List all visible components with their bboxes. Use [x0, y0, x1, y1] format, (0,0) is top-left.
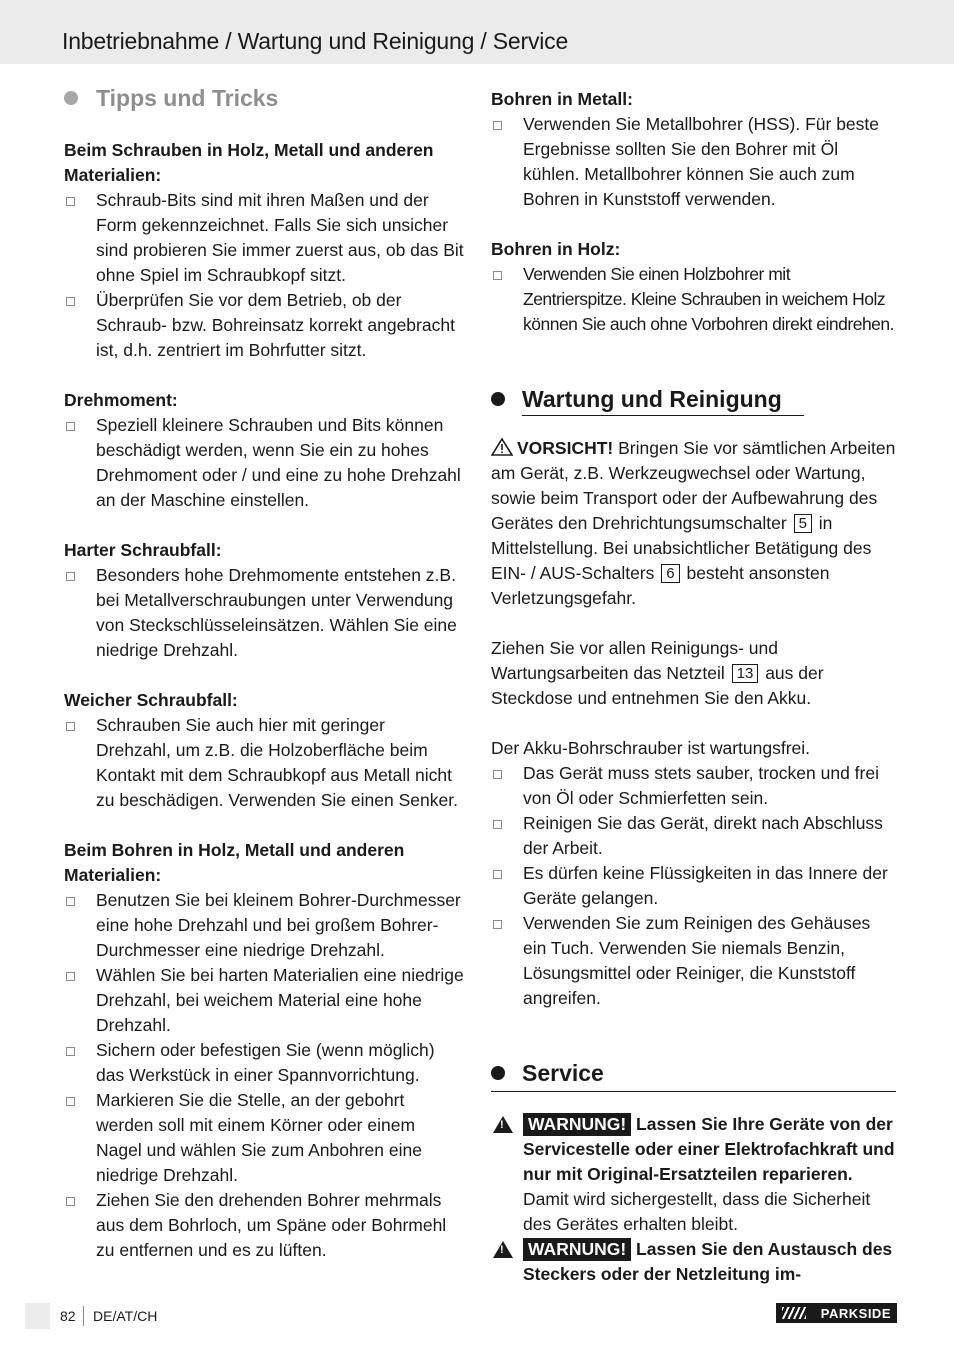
brand-name: PARKSIDE [820, 1305, 891, 1321]
block-bohren-metall [491, 87, 896, 212]
block-weicher-schraubfall [64, 688, 464, 813]
section-wartung-und-reinigung [491, 385, 896, 1011]
service-warning-1 [491, 1112, 896, 1237]
list-item: Ziehen Sie den drehenden Bohrer mehrmals aus dem Bohrloch, um Späne oder Bohrmehl zu entfernen und es zu lüften. [64, 1188, 464, 1263]
block-bohren-holz [491, 237, 896, 337]
warning-badge: WARNUNG! [523, 1113, 631, 1136]
service-warning-2 [491, 1237, 896, 1287]
list-item: Verwenden Sie zum Reinigen des Gehäuses ein Tuch. Verwenden Sie niemals Benzin, Lösungsmittel oder Reiniger, die Kunststoff angreifen. [491, 911, 896, 1011]
section-title: Tipps und Tricks [96, 85, 279, 111]
bullet-dot-icon [491, 1066, 505, 1080]
block-heading: Bohren in Metall: [491, 89, 633, 109]
part-ref-13: 13 [732, 664, 759, 683]
block-bohren [64, 838, 464, 1263]
list-item: Überprüfen Sie vor dem Betrieb, ob der Schraub- bzw. Bohreinsatz korrekt angebracht ist, d.h. zentriert im Bohrfutter sitzt. [64, 288, 464, 363]
list-item: Sichern oder befestigen Sie (wenn möglich) das Werkstück in einer Spannvorrichtung. [64, 1038, 464, 1088]
page-header [0, 0, 954, 64]
caution-text: Bringen Sie vor sämtlichen Arbeiten am Gerät, z.B. Werkzeugwechsel oder Wartung, sowie beim Transport oder der Aufbewahrung des Gerätes den Drehrichtungsumschalter [491, 438, 896, 533]
list-item: Besonders hohe Drehmomente entstehen z.B. bei Metallverschraubungen unter Verwendung von Steckschlüsseleinsätzen. Wählen Sie eine niedrige Drehzahl. [64, 563, 464, 663]
part-ref-6: 6 [661, 564, 679, 583]
list-item: Das Gerät muss stets sauber, trocken und frei von Öl oder Schmierfetten sein. [491, 761, 896, 811]
block-drehmoment [64, 388, 464, 513]
warning-text-bold: Lassen Sie den Austausch des Steckers oder der Netzleitung im- [523, 1239, 893, 1284]
footer-marker [25, 1303, 50, 1329]
maintenance-free-text: Der Akku-Bohrschrauber ist wartungsfrei. [491, 738, 811, 758]
list-item: Reinigen Sie das Gerät, direkt nach Abschluss der Arbeit. [491, 811, 896, 861]
logo-stripes-icon [782, 1307, 806, 1319]
unplug-paragraph [491, 636, 896, 711]
section-title: Wartung und Reinigung [522, 386, 782, 412]
warning-badge: WARNUNG! [523, 1238, 631, 1261]
list-item: Verwenden Sie Metallbohrer (HSS). Für beste Ergebnisse sollten Sie den Bohrer mit Öl kühlen. Metallbohrer können Sie auch zum Bohren in Kunststoff verwenden. [491, 112, 896, 212]
caution-paragraph [491, 436, 896, 611]
left-column [64, 84, 464, 1263]
list-item: Verwenden Sie einen Holzbohrer mit Zentrierspitze. Kleine Schrauben in weichem Holz können Sie auch ohne Vorbohren direkt eindrehen. [491, 262, 896, 337]
caution-label: VORSICHT! [517, 438, 614, 458]
list-item: Wählen Sie bei harten Materialien eine niedrige Drehzahl, bei weichem Material eine hohe Drehzahl. [64, 963, 464, 1038]
block-schrauben [64, 138, 464, 363]
footer-divider [83, 1306, 84, 1326]
caution-text: besteht ansonsten Verletzungsgefahr. [491, 563, 830, 608]
list-item: Schrauben Sie auch hier mit geringer Drehzahl, um z.B. die Holzoberfläche beim Kontakt mit dem Schraubkopf aus Metall nicht zu beschädigen. Verwenden Sie einen Senker. [64, 713, 464, 813]
section-service [491, 1059, 896, 1287]
block-heading: Harter Schraubfall: [64, 540, 222, 560]
right-column [491, 87, 896, 1287]
bullet-dot-icon [491, 392, 505, 406]
list-item: Es dürfen keine Flüssigkeiten in das Innere der Geräte gelangen. [491, 861, 896, 911]
block-heading: Weicher Schraubfall: [64, 690, 238, 710]
block-heading: Drehmoment: [64, 390, 178, 410]
caution-text: in Mittelstellung. Bei unabsichtlicher Betätigung des EIN- / AUS-Schalters [491, 513, 872, 583]
parkside-logo [776, 1303, 897, 1323]
list-item: Schraub-Bits sind mit ihren Maßen und der Form gekennzeichnet. Falls Sie sich unsicher sind probieren Sie immer zuerst aus, ob das Bit ohne Spiel im Schraubkopf sitzt. [64, 188, 464, 288]
section-title: Service [522, 1060, 604, 1086]
unplug-text: aus der Steckdose und entnehmen Sie den Akku. [491, 663, 824, 708]
block-heading: Beim Schrauben in Holz, Metall und anderen Materialien: [64, 140, 434, 185]
bullet-dot-icon [64, 91, 78, 105]
block-heading: Bohren in Holz: [491, 239, 621, 259]
unplug-text: Ziehen Sie vor allen Reinigungs- und Wartungsarbeiten das Netzteil [491, 638, 778, 683]
list-item: Speziell kleinere Schrauben und Bits können beschädigt werden, wenn Sie ein zu hohes Drehmoment oder / und eine zu hohe Drehzahl an der Maschine einstellen. [64, 413, 464, 513]
part-ref-5: 5 [794, 514, 812, 533]
warning-triangle-icon [493, 1241, 513, 1258]
page-number: 82 [60, 1308, 76, 1324]
warning-text: Damit wird sichergestellt, dass die Sicherheit des Gerätes erhalten bleibt. [523, 1189, 871, 1234]
block-heading: Beim Bohren in Holz, Metall und anderen Materialien: [64, 840, 405, 885]
footer-language: DE/AT/CH [93, 1308, 158, 1324]
warning-triangle-icon [491, 438, 513, 456]
block-harter-schraubfall [64, 538, 464, 663]
section-tipps-und-tricks [64, 84, 464, 112]
list-item: Markieren Sie die Stelle, an der gebohrt werden soll mit einem Körner oder einem Nagel und wählen Sie zum Anbohren eine niedrige Drehzahl. [64, 1088, 464, 1188]
page-title: Inbetriebnahme / Wartung und Reinigung / Service [62, 28, 569, 54]
warning-text-bold: Lassen Sie Ihre Geräte von der Servicestelle oder einer Elektrofachkraft und nur mit Original-Ersatzteilen reparieren. [523, 1114, 895, 1184]
warning-triangle-icon [493, 1116, 513, 1133]
page-footer [25, 1303, 895, 1331]
list-item: Benutzen Sie bei kleinem Bohrer-Durchmesser eine hohe Drehzahl und bei großem Bohrer-Durchmesser eine niedrige Drehzahl. [64, 888, 464, 963]
